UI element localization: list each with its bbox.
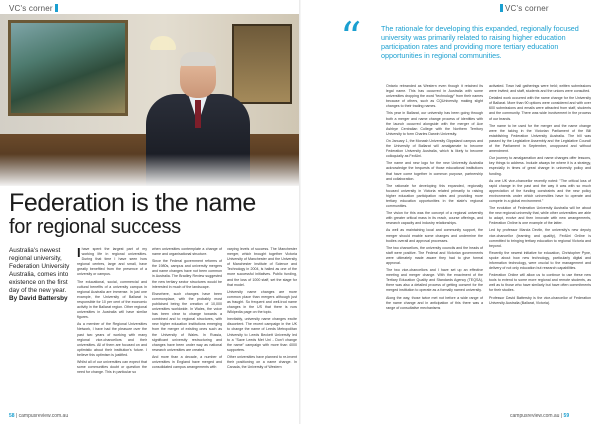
section-tag-left-label: VC's corner bbox=[9, 4, 53, 13]
article-headline: Federation is the name bbox=[9, 189, 256, 217]
article-standfirst bbox=[9, 247, 71, 303]
body-paragraph: when universities contemplate a change of name and organisational structure. bbox=[152, 247, 222, 257]
section-tag-right-label: VC's corner bbox=[505, 4, 549, 13]
body-paragraph: As one UK vice-chancellor recently noted: "The critical loss of rapid change in the past and the way it was with so much appreciation of the funding constraints and the new policy environments under which universities have to operate and compete in a global environment." bbox=[489, 178, 591, 203]
body-paragraph: Elsewhere, such changes have been commonplace, with the probably most publicised being the creation of 10,000 universities worldwide. In Wales, the voice has been clear to change towards a combined and to regional structures, with new higher education institutions emerging from the merger of existing ones such as the University of Wales. In Russia, significant university restructuring and changes have been under way as national research universities are created. bbox=[152, 291, 222, 352]
hero-photo bbox=[0, 14, 299, 186]
folio-left: 58 | campusreview.com.au bbox=[9, 413, 69, 419]
folio-left-number: 58 bbox=[9, 413, 15, 419]
body-paragraph-text: have spent the largest part of my working life in regional universities. During that time I have seen how regional centres, large and small, have greatly benefited from the presence of a university or campus. bbox=[77, 247, 147, 277]
photo-person-tie bbox=[195, 100, 201, 128]
photo-landscape-painting bbox=[8, 20, 128, 116]
body-paragraph: activated. Town hall gatherings were held; written submissions were invited; and staff, students and the unions were consulted. bbox=[489, 84, 591, 94]
body-column-4 bbox=[386, 84, 483, 412]
section-tag-right-bar bbox=[500, 4, 503, 12]
body-paragraph: As well as maintaining local and community support, the merger should enable some changes and undermine the bodies overall and approval processes. bbox=[386, 228, 483, 243]
body-paragraph: The two vice-chancellors and I have set up an effective meeting and merger change. With the enactment of the Tertiary Education Quality and Standards Agency (TEQSA), there was also a detailed process of getting consent for the merged institution to operate as a formally named university. bbox=[386, 268, 483, 293]
body-paragraph: Inevitably, university name changes excite discontent. The recent campaign in the UK to change the name of Leeds Metropolitan University to Leeds Beckett University led to a "Save Leeds Met Uni - Don't change the name" campaign with more than 4000 supporters. bbox=[227, 317, 297, 352]
body-paragraph: Along the way, those twice met not before a wide range of the name change and in anticipation of this there was a range of consultative mechanisms bbox=[386, 295, 483, 310]
body-column-1 bbox=[77, 247, 147, 411]
body-paragraph: This year in Ballarat, our university has been going through both a merger and name change process of identities with the launch occurred alongside with the merger of Ace Ashbye Centralian College with the Northern Territory University to form Charles Darwin University. bbox=[386, 111, 483, 136]
body-paragraph: The two chancellors, the university councils and the heads of staff were positive. The Federal and Victorian governments were ultimately made aware they had to give formal approval. bbox=[386, 245, 483, 265]
body-paragraph: The name and new logo for the new University Australia acknowledge the bequests of those educational institutions that have come together in common purpose, partnership and collaboration. bbox=[386, 161, 483, 181]
standfirst-text: Australia's newest regional university, Federation University Australia, comes into existence on the first day of the new year. bbox=[9, 247, 70, 294]
body-paragraph: And more than a decade, a number of universities in England have merged and consolidated campus arrangements with bbox=[152, 354, 222, 370]
body-paragraph: On January 1, the Monash University Gippsland campus and the University of Ballarat will amalgamate to become Federation University Australia, which is likely to become colloquially as FedUni. bbox=[386, 138, 483, 159]
body-paragraph: Recently the newest initiative for education, Christopher Pyne, spoke about how new technology, particularly digital and information technology, were crucial to the management and delivery of not only education but research capabilities. bbox=[489, 250, 591, 271]
article-deck: for regional success bbox=[9, 216, 181, 238]
body-paragraph: The evolution of Federation University Australia will be about the new regional university that, while other universities are able to adapt, evolve and then innovate with new arrangements, Federation Online is one example of the latter. bbox=[489, 206, 591, 226]
body-paragraph: Whilst all of our universities can expect that some communities doubt or question the need for change. This in particular so bbox=[77, 359, 147, 375]
body-paragraph: As a member of the Regional Universities Network, I have had the pleasure over the past two years of working with many regional vice-chancellors and their universities. All of them are focused on and optimistic about their institution's future. I believe this optimism is justified. bbox=[77, 322, 147, 357]
page-gutter bbox=[299, 0, 301, 424]
section-tag-left-bar bbox=[55, 4, 58, 12]
body-paragraph: Our journey to amalgamation and name changes offer lessons, key things to address. Include always be where it is a strategy, especially in times of great change in university policy and funding. bbox=[489, 156, 591, 176]
drop-cap: I bbox=[77, 247, 81, 260]
body-paragraph: The rationale for developing this expanded, regionally focused university in Victoria related primarily to raising higher education participation rates and providing more tertiary education opportunities in the state's regional communities. bbox=[386, 183, 483, 209]
body-column-3 bbox=[227, 247, 297, 411]
byline-name: David Battersby bbox=[18, 295, 68, 302]
body-paragraph: The vision for this was the concept of a regional university with greater critical mass in its reach, course offerings, and research capacity and industry relationships. bbox=[386, 211, 483, 226]
body-paragraph: Led by professor Marcia Devlin, the university's new deputy vice-chancellor (learning and quality), FedUni Online is committed to bringing tertiary education to regional Victoria and beyond. bbox=[489, 228, 591, 248]
body-column-5 bbox=[489, 84, 591, 412]
folio-right-number: 59 bbox=[563, 413, 570, 419]
body-paragraph: Other universities have planned to re-invent their positioning on a name change. In Canada, the University of Western bbox=[227, 354, 297, 370]
body-paragraph: varying levels of success. The Manchester merger, which brought together Victoria University of Manchester and the University of Manchester Institute of Science and Technology in 2004, is hailed as one of the more successful initiatives. Public funding, and the loss of 1000 staff, set the stage for that model. bbox=[227, 247, 297, 287]
body-paragraph: Detailed work occurred with the name change for the University of Ballarat. More than 90 options were considered and with over 600 submissions and emails were attracted from staff, students and the community. There was wide involvement in the process of our brands. bbox=[489, 96, 591, 121]
body-paragraph: Since the Federal government reforms of the 1980s, campus and university mergers and name changes have not been common in Australia. The Bradley Review suggested the new tertiary sector structures would be interested in much of the landscape. bbox=[152, 259, 222, 289]
body-paragraph: The educational, social, commercial and cultural benefits of a university campus in regional Australia are immense. In just one example, the University of Ballarat is responsible for 10 per cent of the economic activity in the Ballarat region. Other regional universities in Australia will have similar figures. bbox=[77, 279, 147, 320]
pull-quote: The rationale for developing this expanded, regionally focused university was primarily related to raising higher education participation rates and providing more tertiary education opportunities in regional communities. bbox=[381, 24, 579, 61]
folio-right-site: campusreview.com.au bbox=[510, 413, 560, 419]
body-paragraph: The name to be used for the merger and the name change were the taking in the Victorian Parliament of the Bill establishing Federation University Australia. The bill was passed by the Legislative Assembly and the Legislative Council of the Parliament in September, unopposed and without amendment. bbox=[489, 123, 591, 154]
body-paragraph: University name changes are more common place than mergers although just as fraught. So frequent and well-trod name changes in the US that there is now Wikipedia page on the topic. bbox=[227, 289, 297, 315]
byline-prefix: By bbox=[9, 295, 18, 302]
folio-left-site: campusreview.com.au bbox=[18, 413, 69, 419]
body-paragraph bbox=[77, 247, 147, 278]
folio-right: campusreview.com.au | 59 bbox=[510, 413, 570, 419]
body-paragraph: Federation Online will allow us to continue to use these new tools to extend to some more regional and remote students, as well as to those who have similarly but have often commitments for their studies. bbox=[489, 273, 591, 293]
author-bio: Professor David Battersby is the vice-chancellor of Federation University Australia (Ballarat, Victoria). bbox=[489, 295, 591, 305]
body-paragraph: Ontario rebranded as Western even though it retained its legal name. This has occurred in Australia with some universities dropping the word "technology" from their names because of others, such as CQUniversity, making slight changes to their trading names. bbox=[386, 84, 483, 109]
photo-fade bbox=[0, 154, 299, 186]
section-tag-right bbox=[500, 4, 549, 13]
quote-mark-icon: “ bbox=[340, 13, 362, 62]
photo-person-hair bbox=[180, 52, 216, 66]
body-column-2 bbox=[152, 247, 222, 411]
section-tag-left bbox=[9, 4, 58, 13]
